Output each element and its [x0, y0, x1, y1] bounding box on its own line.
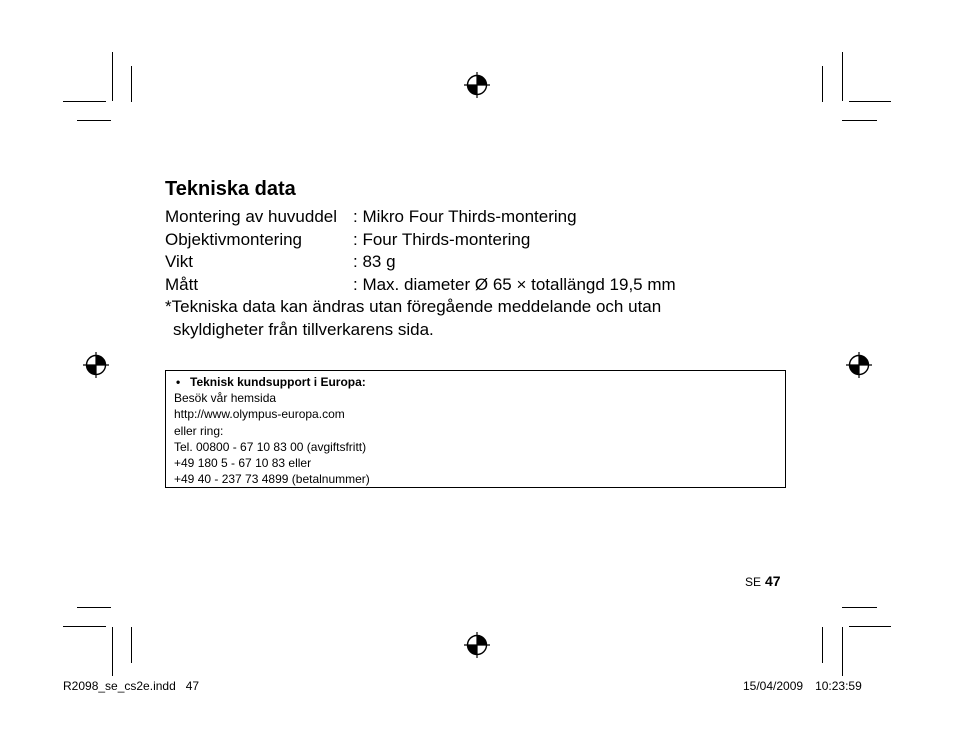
registration-mark-icon — [464, 632, 490, 658]
language-code: SE — [745, 575, 762, 589]
crop-mark — [842, 52, 843, 101]
spec-row — [165, 229, 765, 252]
disclaimer-line: skyldigheter från tillverkarens sida. — [173, 319, 434, 339]
crop-mark — [842, 120, 877, 121]
support-phone: Tel. 00800 - 67 10 83 00 (avgiftsfritt) — [174, 439, 367, 454]
crop-mark — [849, 626, 891, 627]
spec-value: : Mikro Four Thirds-montering — [353, 207, 577, 226]
disclaimer-note — [165, 296, 765, 341]
crop-mark — [63, 626, 106, 627]
footer-time: 10:23:59 — [815, 679, 862, 693]
crop-mark — [131, 627, 132, 663]
spec-value: : Max. diameter Ø 65 × totallängd 19,5 mm — [353, 274, 676, 294]
crop-mark — [112, 627, 113, 676]
support-phone: +49 180 5 - 67 10 83 eller — [174, 456, 312, 471]
spec-label: Mått — [165, 274, 199, 294]
crop-mark — [77, 120, 111, 121]
crop-mark — [842, 627, 843, 676]
spec-row — [165, 274, 765, 297]
crop-mark — [77, 607, 111, 608]
crop-mark — [131, 66, 132, 102]
crop-mark — [822, 66, 823, 102]
spec-label: Vikt — [165, 252, 194, 271]
crop-mark — [63, 101, 106, 102]
support-box — [165, 370, 786, 488]
spec-label: Montering av huvuddel — [165, 207, 338, 226]
support-line: Besök vår hemsida — [174, 391, 277, 406]
spec-row — [165, 206, 765, 229]
bullet-icon: • — [176, 375, 181, 389]
support-phone: +49 40 - 237 73 4899 (betalnummer) — [174, 472, 370, 487]
crop-mark — [112, 52, 113, 101]
crop-mark — [849, 101, 891, 102]
support-heading — [174, 374, 777, 390]
spec-label: Objektivmontering — [165, 229, 303, 249]
footer-date: 15/04/2009 — [743, 679, 804, 693]
section-title: Tekniska data — [165, 178, 296, 200]
disclaimer-line: *Tekniska data kan ändras utan föregående meddelande och utan — [165, 297, 662, 316]
page-number-value: 47 — [765, 573, 781, 589]
support-heading-text: Teknisk kundsupport i Europa: — [190, 375, 366, 389]
support-url[interactable]: http://www.olympus-europa.com — [174, 407, 345, 422]
registration-mark-icon — [83, 352, 109, 378]
page-number — [745, 572, 781, 591]
spec-row — [165, 251, 765, 274]
registration-mark-icon — [846, 352, 872, 378]
crop-mark — [842, 607, 877, 608]
footer-timestamp — [743, 678, 862, 694]
registration-mark-icon — [464, 72, 490, 98]
spec-list — [165, 206, 765, 341]
spec-value: : Four Thirds-montering — [353, 229, 531, 249]
spec-value: : 83 g — [353, 252, 396, 271]
crop-mark — [822, 627, 823, 663]
support-line: eller ring: — [174, 423, 224, 438]
footer-file-info: R2098_se_cs2e.indd 47 — [63, 679, 200, 693]
